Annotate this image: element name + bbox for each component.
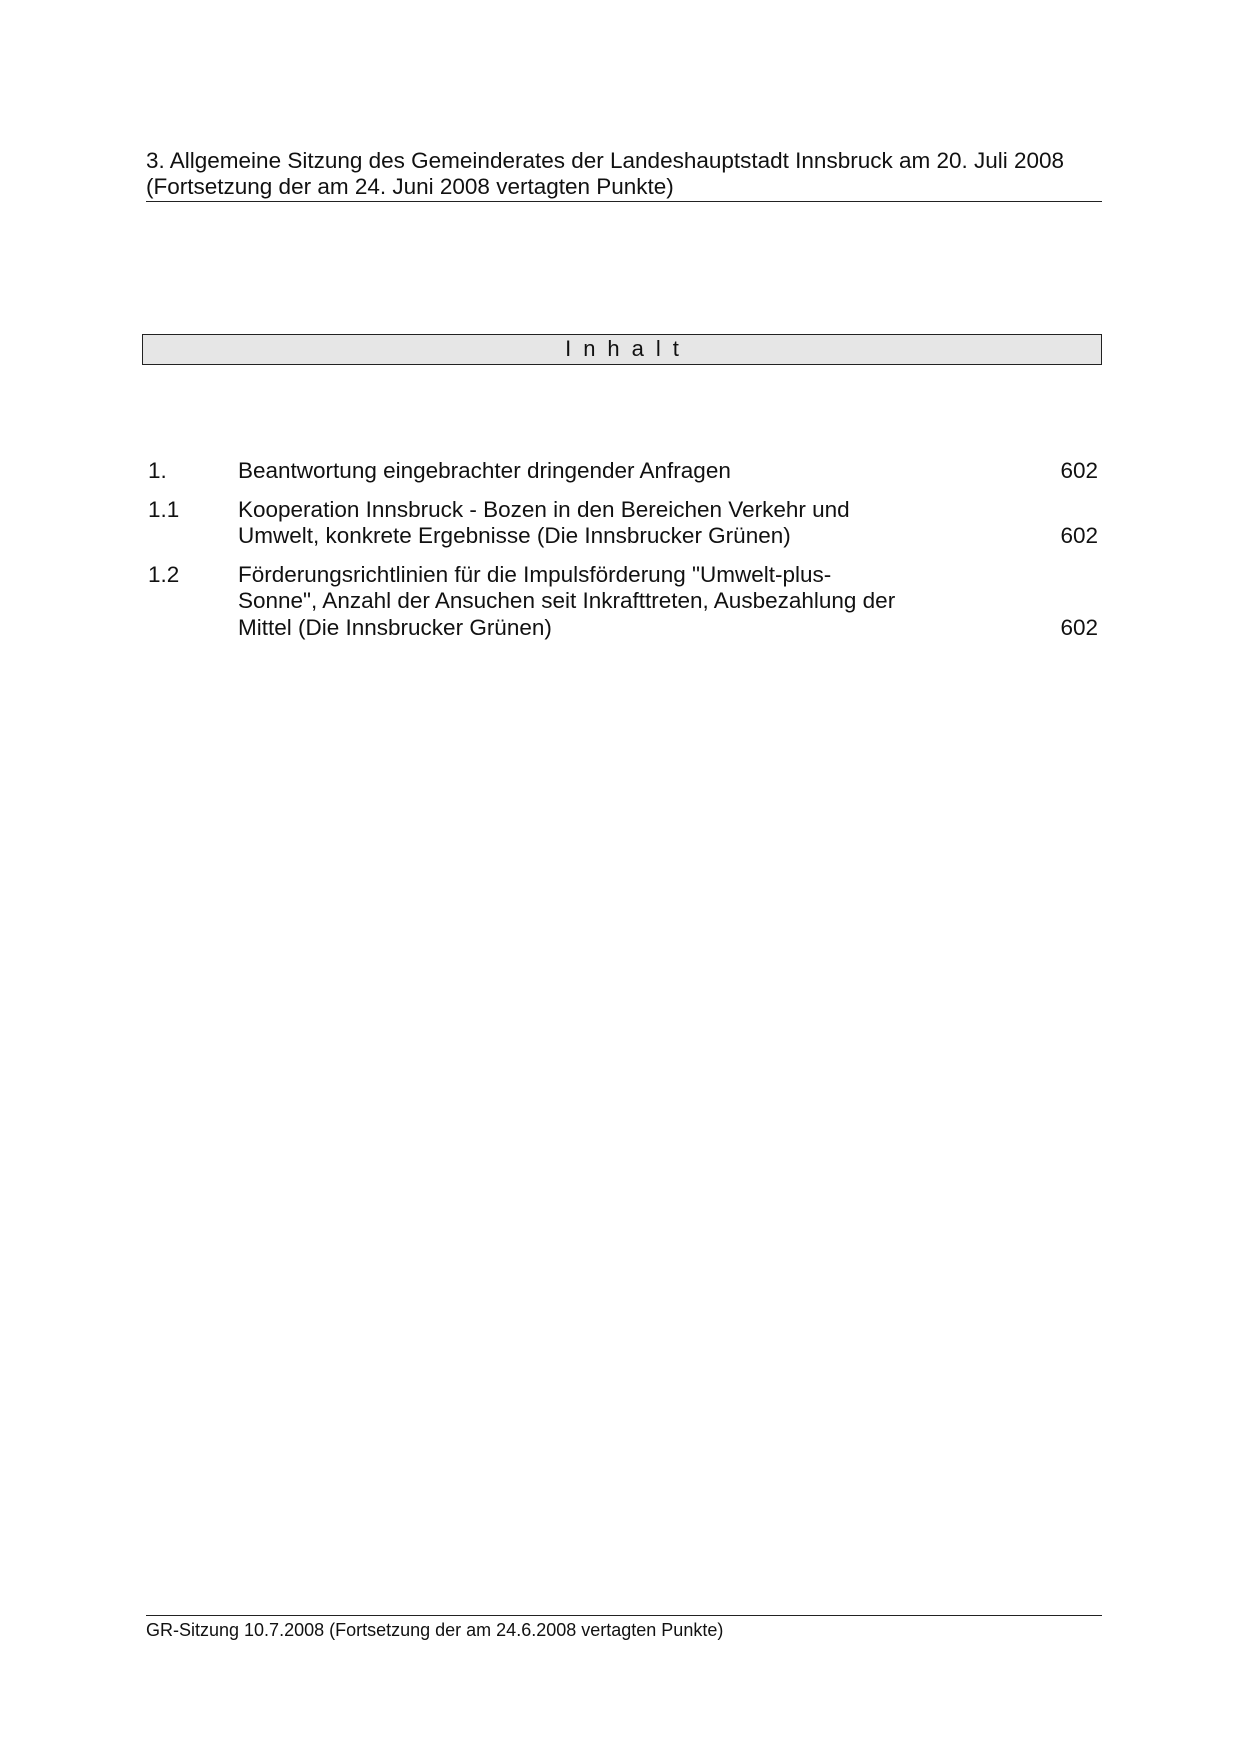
- toc-entry-number: 1.1: [148, 496, 180, 522]
- toc-entry[interactable]: [148, 497, 1098, 550]
- toc-entry-line: Umwelt, konkrete Ergebnisse (Die Innsbrucker Grünen): [238, 523, 791, 548]
- toc-entry-title: [238, 562, 968, 642]
- toc-title: Inhalt: [565, 336, 691, 361]
- toc-entry-title: [238, 497, 968, 550]
- toc-entry-line: Beantwortung eingebrachter dringender Anfragen: [238, 458, 731, 483]
- page-footer: GR-Sitzung 10.7.2008 (Fortsetzung der am 24.6.2008 vertagten Punkte): [146, 1615, 1102, 1641]
- toc-entry-line: Kooperation Innsbruck - Bozen in den Bereichen Verkehr und: [238, 496, 850, 522]
- toc-entry-number: 1.2: [148, 561, 180, 587]
- toc-entry-page: 602: [1060, 523, 1098, 548]
- toc-entry-title: [238, 458, 968, 485]
- toc-entry[interactable]: [148, 562, 1098, 642]
- toc-title-box: [142, 334, 1102, 365]
- toc-entry[interactable]: [148, 458, 1098, 485]
- table-of-contents: [148, 458, 1098, 653]
- header-subtitle: (Fortsetzung der am 24. Juni 2008 vertagten Punkte): [146, 174, 674, 199]
- toc-entry-page: 602: [1060, 614, 1098, 640]
- toc-entry-line: Sonne", Anzahl der Ansuchen seit Inkrafttreten, Ausbezahlung der: [238, 588, 896, 613]
- toc-entry-page: 602: [1060, 458, 1098, 483]
- page-header: [146, 148, 1102, 202]
- header-title: 3. Allgemeine Sitzung des Gemeinderates der Landeshauptstadt Innsbruck am 20. Juli 2008: [146, 148, 1065, 173]
- toc-entry-line: Mittel (Die Innsbrucker Grünen): [238, 614, 552, 640]
- toc-entry-number: 1.: [148, 458, 167, 483]
- toc-entry-line: Förderungsrichtlinien für die Impulsförderung "Umwelt-plus-: [238, 561, 832, 587]
